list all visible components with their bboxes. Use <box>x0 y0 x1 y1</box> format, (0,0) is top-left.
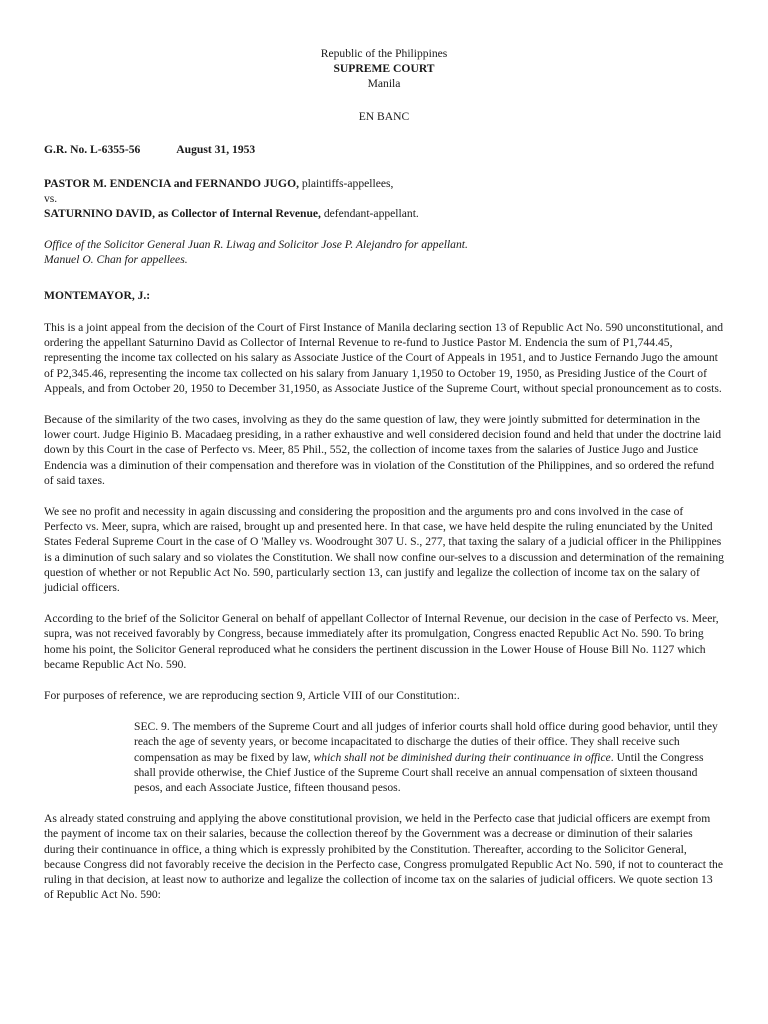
decision-body <box>44 320 724 919</box>
defendant-line <box>44 206 724 221</box>
defendant-name: SATURNINO DAVID, as Collector of Internal Revenue, <box>44 207 321 221</box>
plaintiffs-line <box>44 176 724 191</box>
counsel-appellant: Office of the Solicitor General Juan R. Liwag and Solicitor Jose P. Alejandro for appellant. <box>44 238 468 251</box>
header-court: SUPREME COURT <box>333 62 435 75</box>
quote-italic: which shall not be diminished during their continuance in office <box>313 750 611 764</box>
parties-block <box>44 176 724 222</box>
paragraph-3: We see no profit and necessity in again discussing and considering the proposition and the arguments pro and cons involved in the case of Perfecto vs. Meer, supra, which are raised, brought up and presented here. In that case, we have held despite the ruling enunciated by the United States Federal Supreme Court in the case of O 'Malley vs. Woodrought 307 U. S., 277, that taxing the salary of a judicial officer in the Philippines is a diminution of such salary and so violates the Constitution. We shall now confine our-selves to a discussion and determination of the remaining question of whether or not Republic Act No. 590, particularly section 13, can justify and legalize the collection of income tax on the salary of judicial officers. <box>44 505 724 595</box>
plaintiffs-role: plaintiffs-appellees, <box>298 177 394 190</box>
header-republic: Republic of the Philippines <box>320 47 448 60</box>
quote-part-a: SEC. 9. The members of the Supreme Court and all judges of inferior courts shall hold office during good behavior, until they reach the age of seventy years, or become incapacitated to discharge the duties of their office. They shall receive such compensation as may be fixed by law, <box>134 720 718 764</box>
gr-number: G.R. No. L-6355-56 <box>44 143 141 156</box>
case-number-line <box>44 142 255 157</box>
plaintiffs-names: PASTOR M. ENDENCIA and FERNANDO JUGO, <box>44 177 299 190</box>
quote-part-b: . Until the Congress shall provide otherwise, the Chief Justice of the Supreme Court shall receive an annual compensation of sixteen thousand pesos, and each Associate Justice, fifteen thousand pesos. <box>134 750 704 795</box>
decision-date: August 31, 1953 <box>176 143 256 156</box>
versus: vs. <box>44 192 58 206</box>
counsel-appellees: Manuel O. Chan for appellees. <box>44 253 188 267</box>
division-label: EN BANC <box>358 110 410 123</box>
paragraph-2: Because of the similarity of the two cases, involving as they do the same question of law, they were jointly submitted for determination in the lower court. Judge Higinio B. Macadaeg presiding, in a rather exhaustive and well considered decision found and held that under the doctrine laid down by this Court in the case of Perfecto vs. Meer, 85 Phil., 552, the collection of income taxes from the salaries of Justice Jugo and Justice Endencia was a diminution of their compensation and therefore was in violation of the Constitution of the Philippines, and so ordered the refund of said taxes. <box>44 413 722 487</box>
counsel-block <box>44 237 724 267</box>
paragraph-5: For purposes of reference, we are reproducing section 9, Article VIII of our Constitution:. <box>44 689 460 703</box>
paragraph-1: This is a joint appeal from the decision of the Court of First Instance of Manila declaring section 13 of Republic Act No. 590 unconstitutional, and ordering the appellant Saturnino David as Collector of Internal Revenue to re-fund to Justice Pastor M. Endencia the sum of P1,744.45, representing the income tax collected on his salary as Associate Justice of the Court of Appeals in 1951, and to Justice Fernando Jugo the amount of P2,345.46, representing the income tax collected on his salary from January 1,1950 to October 19, 1950, as Presiding Justice of the Court of Appeals, and from October 20, 1950 to December 31,1950, as Associate Justice of the Supreme Court, without special pronouncement as to costs. <box>44 321 724 395</box>
paragraph-6: As already stated construing and applying the above constitutional provision, we held in the Perfecto case that judicial officers are exempt from the payment of income tax on their salaries, because the collection thereof by the Government was a decrease or diminution of their salaries during their continuance in office, a thing which is expressly prohibited by the Constitution. Thereafter, according to the Solicitor General, because Congress did not favorably receive the decision in the Perfecto case, Congress promulgated Republic Act No. 590, if not to counteract the ruling in that decision, at least now to authorize and legalize the collection of income tax on the salaries of judicial officers. We quote section 13 of Republic Act No. 590: <box>44 812 723 902</box>
paragraph-4: According to the brief of the Solicitor General on behalf of appellant Collector of Internal Revenue, our decision in the case of Perfecto vs. Meer, supra, was not received favorably by Congress, because immediately after its promulgation, Congress enacted Republic Act No. 590. To bring home his point, the Solicitor General reproduced what he considers the pertinent discussion in the Lower House of House Bill No. 1127 which became Republic Act No. 590. <box>44 612 719 671</box>
ponente: MONTEMAYOR, J.: <box>44 289 151 302</box>
header-city: Manila <box>367 77 401 90</box>
constitution-quote <box>134 719 724 795</box>
defendant-role: defendant-appellant. <box>320 207 419 221</box>
